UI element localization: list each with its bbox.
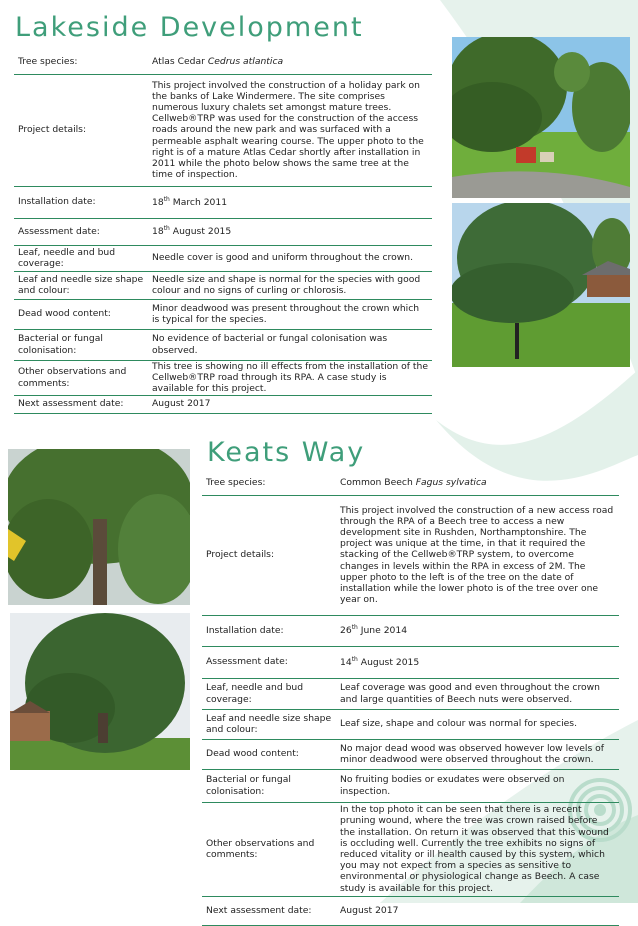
detail-row (14, 329, 432, 360)
detail-row (202, 896, 619, 925)
detail-label: Project details: (14, 74, 148, 186)
date-day: 18 (152, 226, 164, 238)
detail-value (148, 360, 432, 395)
detail-value (148, 299, 432, 329)
atlas-cedar-photo-upper (452, 37, 630, 198)
detail-value-text: Needle size and shape is normal for the species with good colour and no signs of curling or chlorosis. (152, 273, 421, 296)
detail-value (148, 395, 432, 413)
detail-label: Assessment date: (202, 646, 336, 678)
detail-row (14, 186, 432, 218)
detail-label: Dead wood content: (14, 299, 148, 329)
date-suffix: th (163, 195, 170, 203)
detail-label: Bacterial or fungal colonisation: (202, 769, 336, 802)
detail-value (336, 739, 619, 769)
detail-value-text: No major dead wood was observed however low levels of minor deadwood were observed throughout the crown. (340, 742, 605, 765)
detail-value (336, 769, 619, 802)
detail-label: Next assessment date: (14, 395, 148, 413)
lakeside-title: Lakeside Development (15, 12, 364, 43)
detail-label: Installation date: (14, 186, 148, 218)
detail-row (14, 218, 432, 245)
detail-value-text: Leaf size, shape and colour was normal for species. (340, 718, 578, 730)
detail-value-text: Leaf coverage was good and even throughout the crown and large quantities of Beech nuts were observed. (340, 682, 600, 705)
detail-label: Leaf, needle and bud coverage: (14, 245, 148, 271)
detail-row (202, 646, 619, 678)
detail-value-text: Atlas Cedar (152, 56, 208, 68)
atlas-cedar-photo-lower (452, 203, 630, 367)
detail-label: Project details: (202, 495, 336, 615)
date-rest: August 2015 (357, 656, 420, 668)
detail-value (336, 646, 619, 678)
detail-row (14, 299, 432, 329)
detail-value-text: Common Beech (340, 477, 416, 489)
detail-row (14, 245, 432, 271)
species-latin-name: Fagus sylvatica (415, 477, 487, 489)
date-rest: June 2014 (357, 625, 408, 637)
detail-value (148, 245, 432, 271)
detail-row (14, 271, 432, 299)
date-rest: August 2015 (169, 226, 232, 238)
detail-label: Leaf, needle and bud coverage: (202, 678, 336, 709)
date-day: 26 (340, 625, 352, 637)
detail-label: Leaf and needle size shape and colour: (14, 271, 148, 299)
date-suffix: th (163, 225, 170, 233)
detail-row (202, 709, 619, 739)
detail-value-text: No evidence of bacterial or fungal colonisation was observed. (152, 333, 388, 356)
detail-row (14, 74, 432, 186)
detail-label: Installation date: (202, 615, 336, 646)
date-day: 18 (152, 196, 164, 208)
detail-value-text: Minor deadwood was present throughout the crown which is typical for the species. (152, 302, 420, 325)
detail-label: Next assessment date: (202, 896, 336, 925)
detail-row (202, 495, 619, 615)
detail-value (148, 218, 432, 245)
detail-row (14, 360, 432, 395)
detail-row (202, 802, 619, 896)
detail-value (336, 495, 619, 615)
beech-photo-upper (8, 449, 190, 605)
date-day: 14 (340, 656, 352, 668)
detail-row (202, 471, 619, 495)
detail-value-text: This tree is showing no ill effects from the installation of the Cellweb®TRP road through its RPA. A case study is available for this project. (152, 360, 428, 395)
date-suffix: th (351, 624, 358, 632)
lakeside-details-table (14, 50, 432, 414)
detail-value (148, 186, 432, 218)
detail-value-text: This project involved the construction of a holiday park on the banks of Lake Windermere. The site comprises numerous luxury chalets set amongst mature trees. Cellweb®TRP was used for the construction of the access roads around the new park and was surfaced with a permeable asphalt wearing course. The upper photo to the right is of a mature Atlas Cedar shortly after installation in 2011 while the photo below shows the same tree at the time of inspection. (152, 79, 424, 181)
date-suffix: th (351, 655, 358, 663)
detail-value-text: This project involved the construction of a new access road through the RPA of a Beech tree to access a new development site in Rushden, Northamptonshire. The project was unique at the time, in that it required the stacking of the Cellweb®TRP system, to overcome changes in levels within the RPA in excess of 2M. The upper photo to the left is of the tree on the date of installation while the lower photo is of the tree over one year on. (340, 504, 614, 606)
detail-value (336, 709, 619, 739)
detail-label: Tree species: (14, 50, 148, 74)
detail-row (14, 395, 432, 413)
detail-label: Leaf and needle size shape and colour: (202, 709, 336, 739)
detail-row (202, 769, 619, 802)
beech-photo-lower (10, 613, 190, 770)
detail-value (148, 74, 432, 186)
detail-row (202, 615, 619, 646)
detail-label: Assessment date: (14, 218, 148, 245)
detail-value-text: August 2017 (340, 904, 399, 916)
detail-value (336, 471, 619, 495)
detail-value-text: No fruiting bodies or exudates were observed on inspection. (340, 774, 565, 797)
date-rest: March 2011 (169, 196, 228, 208)
detail-value (148, 329, 432, 360)
species-latin-name: Cedrus atlantica (207, 56, 284, 68)
detail-value-text: Needle cover is good and uniform throughout the crown. (152, 252, 413, 264)
detail-value (336, 802, 619, 896)
detail-label: Bacterial or fungal colonisation: (14, 329, 148, 360)
detail-value-text: August 2017 (152, 398, 211, 410)
detail-label: Other observations and comments: (202, 802, 336, 896)
detail-value (148, 50, 432, 74)
detail-value (336, 678, 619, 709)
detail-row (202, 678, 619, 709)
keats-way-details-table (202, 471, 619, 926)
detail-value (148, 271, 432, 299)
detail-value (336, 615, 619, 646)
keats-way-title: Keats Way (207, 437, 366, 468)
detail-label: Other observations and comments: (14, 360, 148, 395)
detail-row (202, 739, 619, 769)
detail-row (14, 50, 432, 74)
detail-label: Dead wood content: (202, 739, 336, 769)
detail-label: Tree species: (202, 471, 336, 495)
detail-value (336, 896, 619, 925)
detail-value-text: In the top photo it can be seen that there is a recent pruning wound, where the tree was crown raised before the installation. On return it was observed that this wound is occluding well. Currently the tree exhibits no signs of reduced vitality or ill health caused by this system, which you may not expect from a species as sensitive to environmental or physiological change as Beech. A case study is available for this project. (340, 804, 609, 894)
